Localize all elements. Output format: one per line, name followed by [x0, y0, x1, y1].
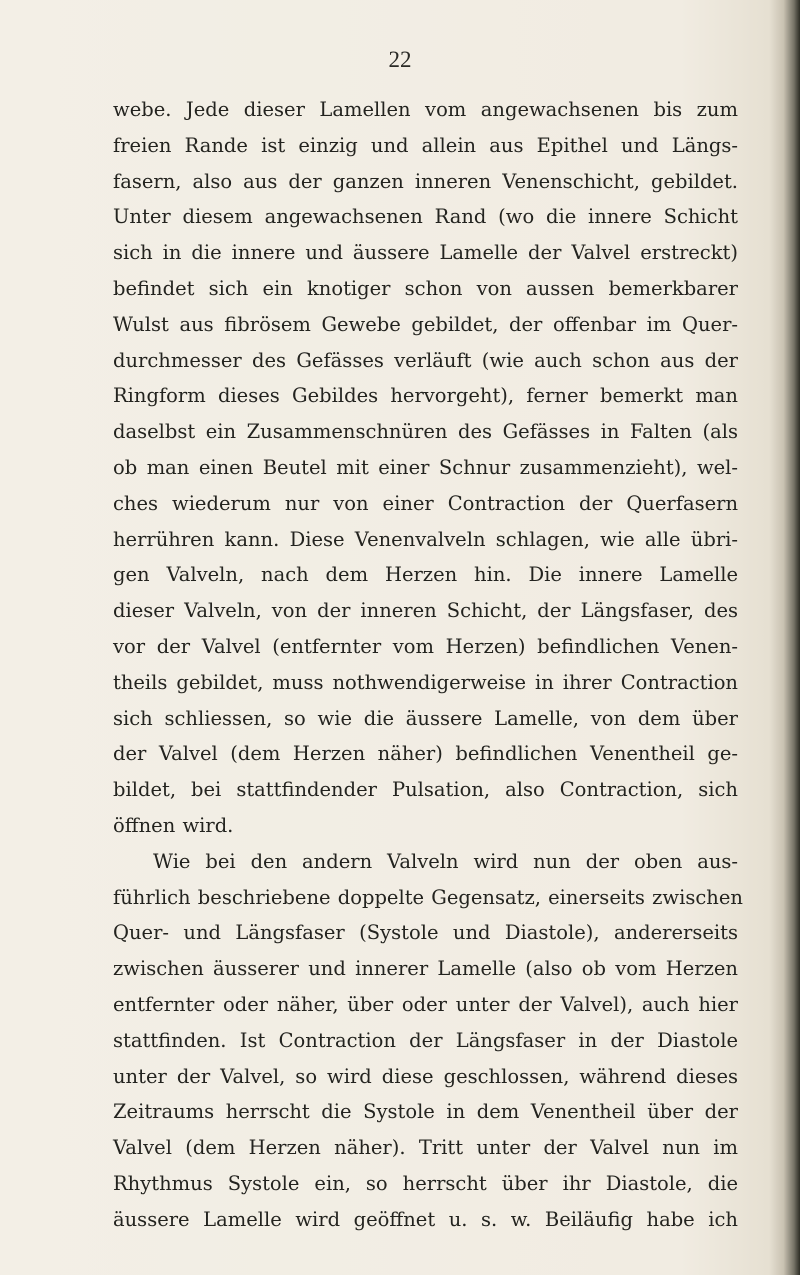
body-text: [113, 92, 743, 1238]
text-line: webe. Jede dieser Lamellen vom angewachsenen bis zum: [113, 98, 738, 121]
page-number: 22: [388, 47, 412, 72]
text-line: Quer- und Längsfaser (Systole und Diastole), andererseits: [113, 921, 738, 945]
text-line: gen Valveln, nach dem Herzen hin. Die innere Lamelle: [113, 563, 738, 587]
text-line: führlich beschriebene doppelte Gegensatz, einerseits zwischen: [113, 885, 743, 909]
text-line: theils gebildet, muss nothwendigerweise in ihrer Contraction: [113, 670, 738, 694]
text-line: stattfinden. Ist Contraction der Längsfaser in der Diastole: [113, 1028, 738, 1052]
text-line: Wulst aus fibrösem Gewebe gebildet, der offenbar im Quer-: [113, 312, 738, 336]
text-line: äussere Lamelle wird geöffnet u. s. w. Beiläufig habe ich: [113, 1207, 738, 1231]
text-line: Valvel (dem Herzen näher). Tritt unter der Valvel nun im: [113, 1136, 738, 1160]
text-line: Unter diesem angewachsenen Rand (wo die innere Schicht: [113, 205, 738, 229]
text-line: Rhythmus Systole ein, so herrscht über ihr Diastole, die: [113, 1171, 738, 1195]
text-line: daselbst ein Zusammenschnüren des Gefässes in Falten (als: [113, 420, 738, 444]
text-line: durchmesser des Gefässes verläuft (wie auch schon aus der: [113, 348, 738, 372]
text-line: sich in die innere und äussere Lamelle der Valvel erstreckt): [113, 241, 738, 265]
text-line: unter der Valvel, so wird diese geschlossen, während dieses: [113, 1064, 738, 1088]
text-line: zwischen äusserer und innerer Lamelle (also ob vom Herzen: [113, 957, 738, 981]
page-binding-edge: [770, 0, 800, 1275]
text-line: sich schliessen, so wie die äussere Lamelle, von dem über: [113, 706, 738, 730]
text-line: öffnen wird.: [113, 813, 234, 837]
text-line: freien Rande ist einzig und allein aus Epithel und Längs-: [113, 133, 738, 157]
text-line: fasern, also aus der ganzen inneren Venenschicht, gebildet.: [113, 169, 738, 193]
text-line: bildet, bei stattfindender Pulsation, also Contraction, sich: [113, 778, 738, 802]
text-line: ob man einen Beutel mit einer Schnur zusammenzieht), wel-: [113, 455, 738, 479]
text-line: Ringform dieses Gebildes hervorgeht), ferner bemerkt man: [113, 384, 738, 408]
text-line: vor der Valvel (entfernter vom Herzen) befindlichen Venen-: [113, 634, 738, 658]
text-line: entfernter oder näher, über oder unter der Valvel), auch hier: [113, 992, 738, 1016]
text-line: dieser Valveln, von der inneren Schicht, der Längsfaser, des: [113, 599, 738, 623]
text-line: Zeitraums herrscht die Systole in dem Venentheil über der: [113, 1100, 738, 1124]
text-line: herrühren kann. Diese Venenvalveln schlagen, wie alle übri-: [113, 527, 738, 551]
text-line: ches wiederum nur von einer Contraction der Querfasern: [113, 491, 738, 515]
text-line: der Valvel (dem Herzen näher) befindlichen Venentheil ge-: [113, 742, 738, 766]
text-line: befindet sich ein knotiger schon von aussen bemerkbarer: [113, 276, 738, 300]
text-line: Wie bei den andern Valveln wird nun der oben aus-: [153, 849, 738, 873]
